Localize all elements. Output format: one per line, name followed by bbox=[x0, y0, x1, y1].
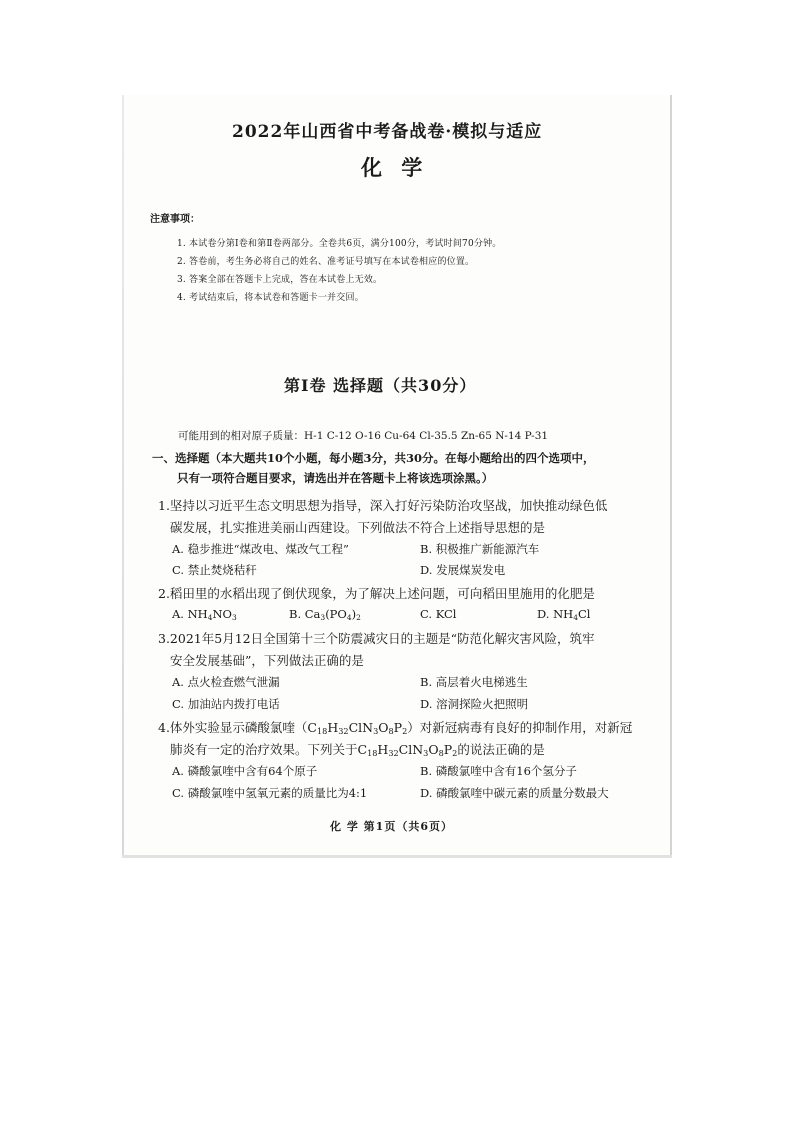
formula-part: P bbox=[443, 742, 453, 757]
formula-subscript: 32 bbox=[338, 726, 349, 737]
question-3-option-c: C. 加油站内拨打电话 bbox=[172, 697, 280, 711]
question-3-option-a: A. 点火检查燃气泄漏 bbox=[172, 675, 280, 689]
question-3-option-d: D. 溶洞探险火把照明 bbox=[420, 697, 529, 711]
question-3-line-1: 3.2021年5月12日全国第十三个防震减灾日的主题是“防范化解灾害风险，筑牢 bbox=[158, 631, 595, 646]
question-4-option-b: B. 磷酸氯喹中含有16个氢分子 bbox=[420, 764, 577, 778]
formula-subscript: 18 bbox=[317, 726, 328, 737]
page-footer: 化 学 第1页（共6页） bbox=[330, 820, 453, 833]
exam-title: 2022年山西省中考备战卷·模拟与适应 bbox=[232, 122, 543, 142]
formula-subscript: 3 bbox=[373, 726, 379, 737]
formula-part: H bbox=[377, 742, 389, 757]
question-1-option-a: A. 稳步推进“煤改电、煤改气工程” bbox=[172, 542, 349, 556]
formula-subscript: 3 bbox=[231, 612, 237, 622]
notice-item: 4. 考试结束后，将本试卷和答题卡一并交回。 bbox=[177, 293, 364, 303]
formula-subscript: 2 bbox=[402, 726, 408, 737]
instruction-line-2: 只有一项符合题目要求，请选出并在答题卡上将该选项涂黑。） bbox=[177, 471, 494, 485]
notice-heading: 注意事项： bbox=[150, 214, 200, 225]
formula-part: ClN bbox=[398, 742, 424, 757]
question-text: ）对新冠病毒有良好的抑制作用，对新冠 bbox=[407, 720, 633, 735]
subject-title: 化 学 bbox=[361, 155, 429, 180]
question-1-line-1: 1.坚持以习近平生态文明思想为指导，深入打好污染防治攻坚战，加快推动绿色低 bbox=[158, 498, 608, 513]
sheet-edge-bottom bbox=[122, 855, 672, 858]
question-text: 4.体外实验显示磷酸氯喹（C bbox=[158, 720, 317, 735]
formula-part: (PO bbox=[325, 607, 347, 621]
question-2-option-b bbox=[289, 607, 361, 621]
question-4-line-2 bbox=[170, 740, 545, 758]
question-1-option-c: C. 禁止焚烧秸秆 bbox=[172, 563, 257, 577]
question-2-line-1: 2.稻田里的水稻出现了倒伏现象，为了解决上述问题，可向稻田里施用的化肥是 bbox=[158, 586, 595, 601]
question-4-option-a: A. 磷酸氯喹中含有64个原子 bbox=[172, 764, 318, 778]
formula-subscript: 18 bbox=[367, 748, 378, 759]
question-text: 肺炎有一定的治疗效果。下列关于C bbox=[170, 742, 368, 757]
notice-item: 1. 本试卷分第Ⅰ卷和第Ⅱ卷两部分。全卷共6页，满分100分，考试时间70分钟。 bbox=[177, 239, 502, 249]
question-2-option-d bbox=[537, 607, 590, 621]
notice-item: 2. 答卷前，考生务必将自己的姓名、准考证号填写在本试卷相应的位置。 bbox=[177, 257, 475, 267]
question-2-option-c: C. KCl bbox=[420, 607, 457, 621]
formula-subscript: 2 bbox=[452, 748, 458, 759]
instruction-line-1: 一、选择题（本大题共10个小题，每小题3分，共30分。在每小题给出的四个选项中， bbox=[152, 451, 595, 465]
formula-part: ) bbox=[351, 607, 357, 621]
formula-subscript: 2 bbox=[356, 612, 361, 622]
question-4-option-d: D. 磷酸氯喹中碳元素的质量分数最大 bbox=[420, 786, 609, 800]
formula-part: ClN bbox=[348, 720, 374, 735]
sheet-edge-right bbox=[670, 95, 672, 857]
formula-part: O bbox=[378, 720, 389, 735]
formula-part: Cl bbox=[577, 607, 591, 621]
question-1-option-b: B. 积极推广新能源汽车 bbox=[420, 542, 540, 556]
formula-part: NO bbox=[212, 607, 232, 621]
formula-subscript: 4 bbox=[573, 612, 578, 622]
formula-part: B. Ca bbox=[289, 607, 321, 621]
question-3-option-b: B. 高层着火电梯逃生 bbox=[420, 675, 528, 689]
formula-part: H bbox=[327, 720, 339, 735]
question-4-line-1 bbox=[158, 718, 632, 736]
formula-part: O bbox=[428, 742, 439, 757]
formula-subscript: 32 bbox=[388, 748, 399, 759]
formula-subscript: 4 bbox=[207, 612, 213, 622]
question-1-option-d: D. 发展煤炭发电 bbox=[420, 563, 506, 577]
atomic-masses: 可能用到的相对原子质量：H-1 C-12 O-16 Cu-64 Cl-35.5 Zn-65 N-14 P-31 bbox=[178, 430, 549, 442]
question-3-line-2: 安全发展基础”，下列做法正确的是 bbox=[170, 653, 364, 668]
formula-subscript: 3 bbox=[320, 612, 326, 622]
question-4-option-c: C. 磷酸氯喹中氢氧元素的质量比为4:1 bbox=[172, 786, 368, 800]
question-text: 的说法正确的是 bbox=[457, 742, 545, 757]
formula-subscript: 4 bbox=[346, 612, 352, 622]
formula-part: A. NH bbox=[172, 607, 208, 621]
section-title: 第Ⅰ卷 选择题（共30分） bbox=[284, 376, 477, 395]
formula-part: D. NH bbox=[537, 607, 574, 621]
notice-item: 3. 答案全部在答题卡上完成，答在本试卷上无效。 bbox=[177, 275, 383, 285]
question-2-option-a bbox=[172, 607, 237, 621]
formula-part: P bbox=[393, 720, 403, 735]
formula-subscript: 8 bbox=[438, 748, 444, 759]
sheet-edge-left bbox=[122, 95, 124, 857]
formula-subscript: 3 bbox=[423, 748, 429, 759]
question-1-line-2: 碳发展，扎实推进美丽山西建设。下列做法不符合上述指导思想的是 bbox=[170, 520, 546, 535]
formula-subscript: 8 bbox=[388, 726, 394, 737]
